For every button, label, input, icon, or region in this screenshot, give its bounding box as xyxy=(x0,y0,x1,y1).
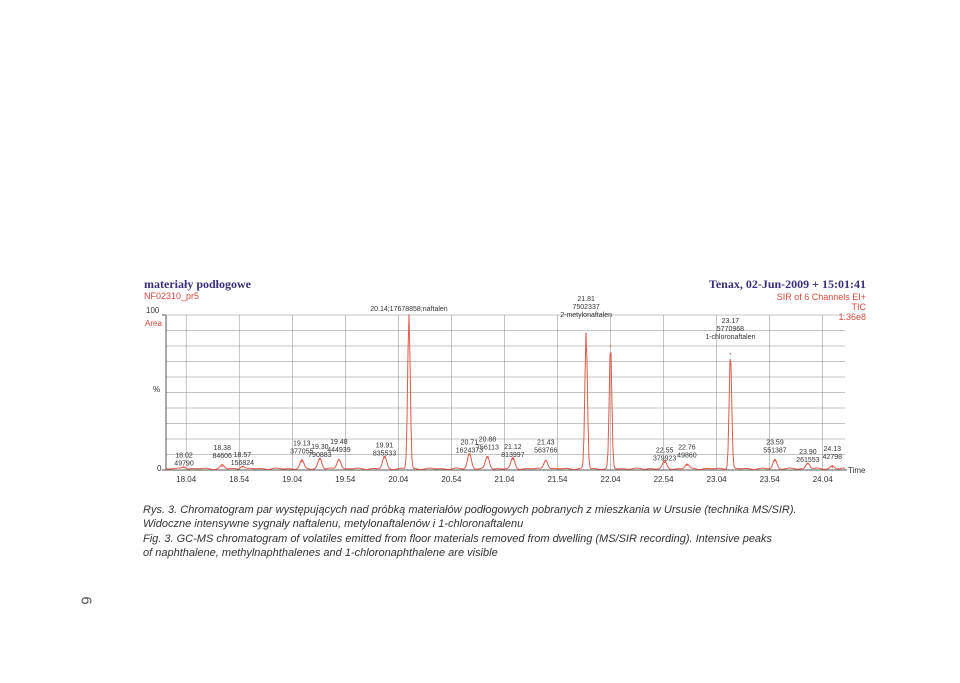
peak-marker xyxy=(338,459,340,461)
peak-rt-label: 21.81 xyxy=(577,296,595,303)
peak-area-label: 49790 xyxy=(174,460,194,468)
peak-area-label: 551387 xyxy=(763,447,787,455)
y-unit-label: % xyxy=(153,385,161,394)
peak-rt-label: 22.76 xyxy=(678,444,696,452)
x-tick-label: 19.54 xyxy=(335,475,356,484)
peak-name-label: 1-chloronaftalen xyxy=(705,334,756,341)
peak-rt-label: 18.38 xyxy=(213,445,231,453)
peak-rt-label: 18.02 xyxy=(175,452,193,460)
x-tick-label: 18.04 xyxy=(176,475,197,484)
peak-rt-label: 19.48 xyxy=(330,438,348,446)
x-tick-label: 20.54 xyxy=(441,475,462,484)
x-tick-label: 23.54 xyxy=(759,475,780,484)
peak-rt-label: 22.55 xyxy=(655,447,674,455)
peak-rt-label: 23.17 xyxy=(721,318,740,325)
x-tick-label: 21.04 xyxy=(494,475,515,484)
page-number: 6 xyxy=(77,596,95,605)
peak-marker xyxy=(610,345,612,347)
peak-area-label: 7502337 xyxy=(572,304,600,311)
peak-area-label: 756113 xyxy=(476,444,499,452)
channel-label: TIC xyxy=(851,302,866,312)
peak-area-label: 563766 xyxy=(534,447,558,455)
peak-rt-label: 19.91 xyxy=(375,442,394,450)
peak-area-label: 379923 xyxy=(652,455,677,463)
caption-en-line1: Fig. 3. GC-MS chromatogram of volatiles emitted from floor materials removed from dwelling (MS/SIR recording). Intensive peaks xyxy=(143,533,773,545)
y-zero-label: 0 xyxy=(157,464,162,473)
peak-area-label: 42798 xyxy=(822,453,843,461)
peak-rt-label: 19.30 xyxy=(311,444,329,452)
peak-marker xyxy=(545,460,547,462)
peak-area-label: 49860 xyxy=(677,452,697,460)
scale-label: 1.36e8 xyxy=(838,312,866,322)
peak-rt-label: 23.59 xyxy=(766,439,784,447)
peak-area-label: 84606 xyxy=(212,453,232,461)
peak-rt-label: 23.90 xyxy=(799,448,817,456)
peak-rt-label: 21.12 xyxy=(504,444,522,452)
y-max-label: 100 xyxy=(146,306,160,315)
x-tick-label: 22.04 xyxy=(600,475,621,484)
peak-area-label: 377055 xyxy=(290,448,314,456)
peak-area-label: 790883 xyxy=(308,452,332,460)
x-tick-label: 20.04 xyxy=(388,475,409,484)
x-tick-label: 22.54 xyxy=(653,475,674,484)
x-tick-label: 24.04 xyxy=(812,475,833,484)
peak-marker xyxy=(221,465,223,467)
peak-marker xyxy=(730,353,732,355)
chart-title: materiały podłogowe xyxy=(144,277,251,291)
peak-rt-label: 20.71 xyxy=(460,439,479,447)
peak-area-label: 444939 xyxy=(327,446,351,454)
peak-rt-label: 20.88 xyxy=(478,436,497,444)
x-unit-label: Time xyxy=(848,466,866,475)
peak-area-label: 156824 xyxy=(230,459,255,467)
caption-en-line2: of naphthalene, methylnaphthalenes and 1-chloronaphthalene are visible xyxy=(143,547,498,559)
peak-marker xyxy=(301,461,303,463)
peak-area-label: 5770968 xyxy=(716,326,745,333)
peak-marker xyxy=(831,466,833,468)
peak-area-label: 835533 xyxy=(372,450,397,458)
sample-id: NF02310_pr5 xyxy=(144,291,200,301)
peak-area-label: 813997 xyxy=(501,452,525,460)
run-info: Tenax, 02-Jun-2009 + 15:01:41 xyxy=(708,277,866,291)
peak-rt-label: 21.43 xyxy=(537,439,555,447)
peak-rt-label: 24.13 xyxy=(823,445,842,453)
caption-pl-line1: Rys. 3. Chromatogram par występujących nad próbką materiałów podłogowych pobranych z mieszkania w Ursusie (technika MS/SIR). xyxy=(143,504,797,516)
peak-marker xyxy=(686,465,688,467)
peak-rt-label: 19.13 xyxy=(293,440,311,448)
mode-label: SIR of 6 Channels EI+ xyxy=(776,292,866,302)
peak-rt-label: 20.14;17678858;naftalen xyxy=(370,306,448,313)
peak-marker xyxy=(585,333,587,335)
peak-rt-label: 18.57 xyxy=(233,451,252,459)
area-label: Area xyxy=(145,319,162,328)
peak-marker xyxy=(408,314,410,316)
peak-area-label: 1624373 xyxy=(455,447,484,455)
x-tick-label: 18.54 xyxy=(229,475,250,484)
caption-pl-line2: Widoczne intensywne sygnały naftalenu, metylonaftalenów i 1-chloronaftalenu xyxy=(143,518,524,530)
peak-marker xyxy=(774,460,776,462)
peak-area-label: 261553 xyxy=(796,456,820,464)
x-tick-label: 21.54 xyxy=(547,475,568,484)
peak-name-label: 2-metylonaftalen xyxy=(560,312,613,319)
x-tick-label: 19.04 xyxy=(282,475,303,484)
x-tick-label: 23.04 xyxy=(706,475,727,484)
peak-marker xyxy=(487,457,489,459)
